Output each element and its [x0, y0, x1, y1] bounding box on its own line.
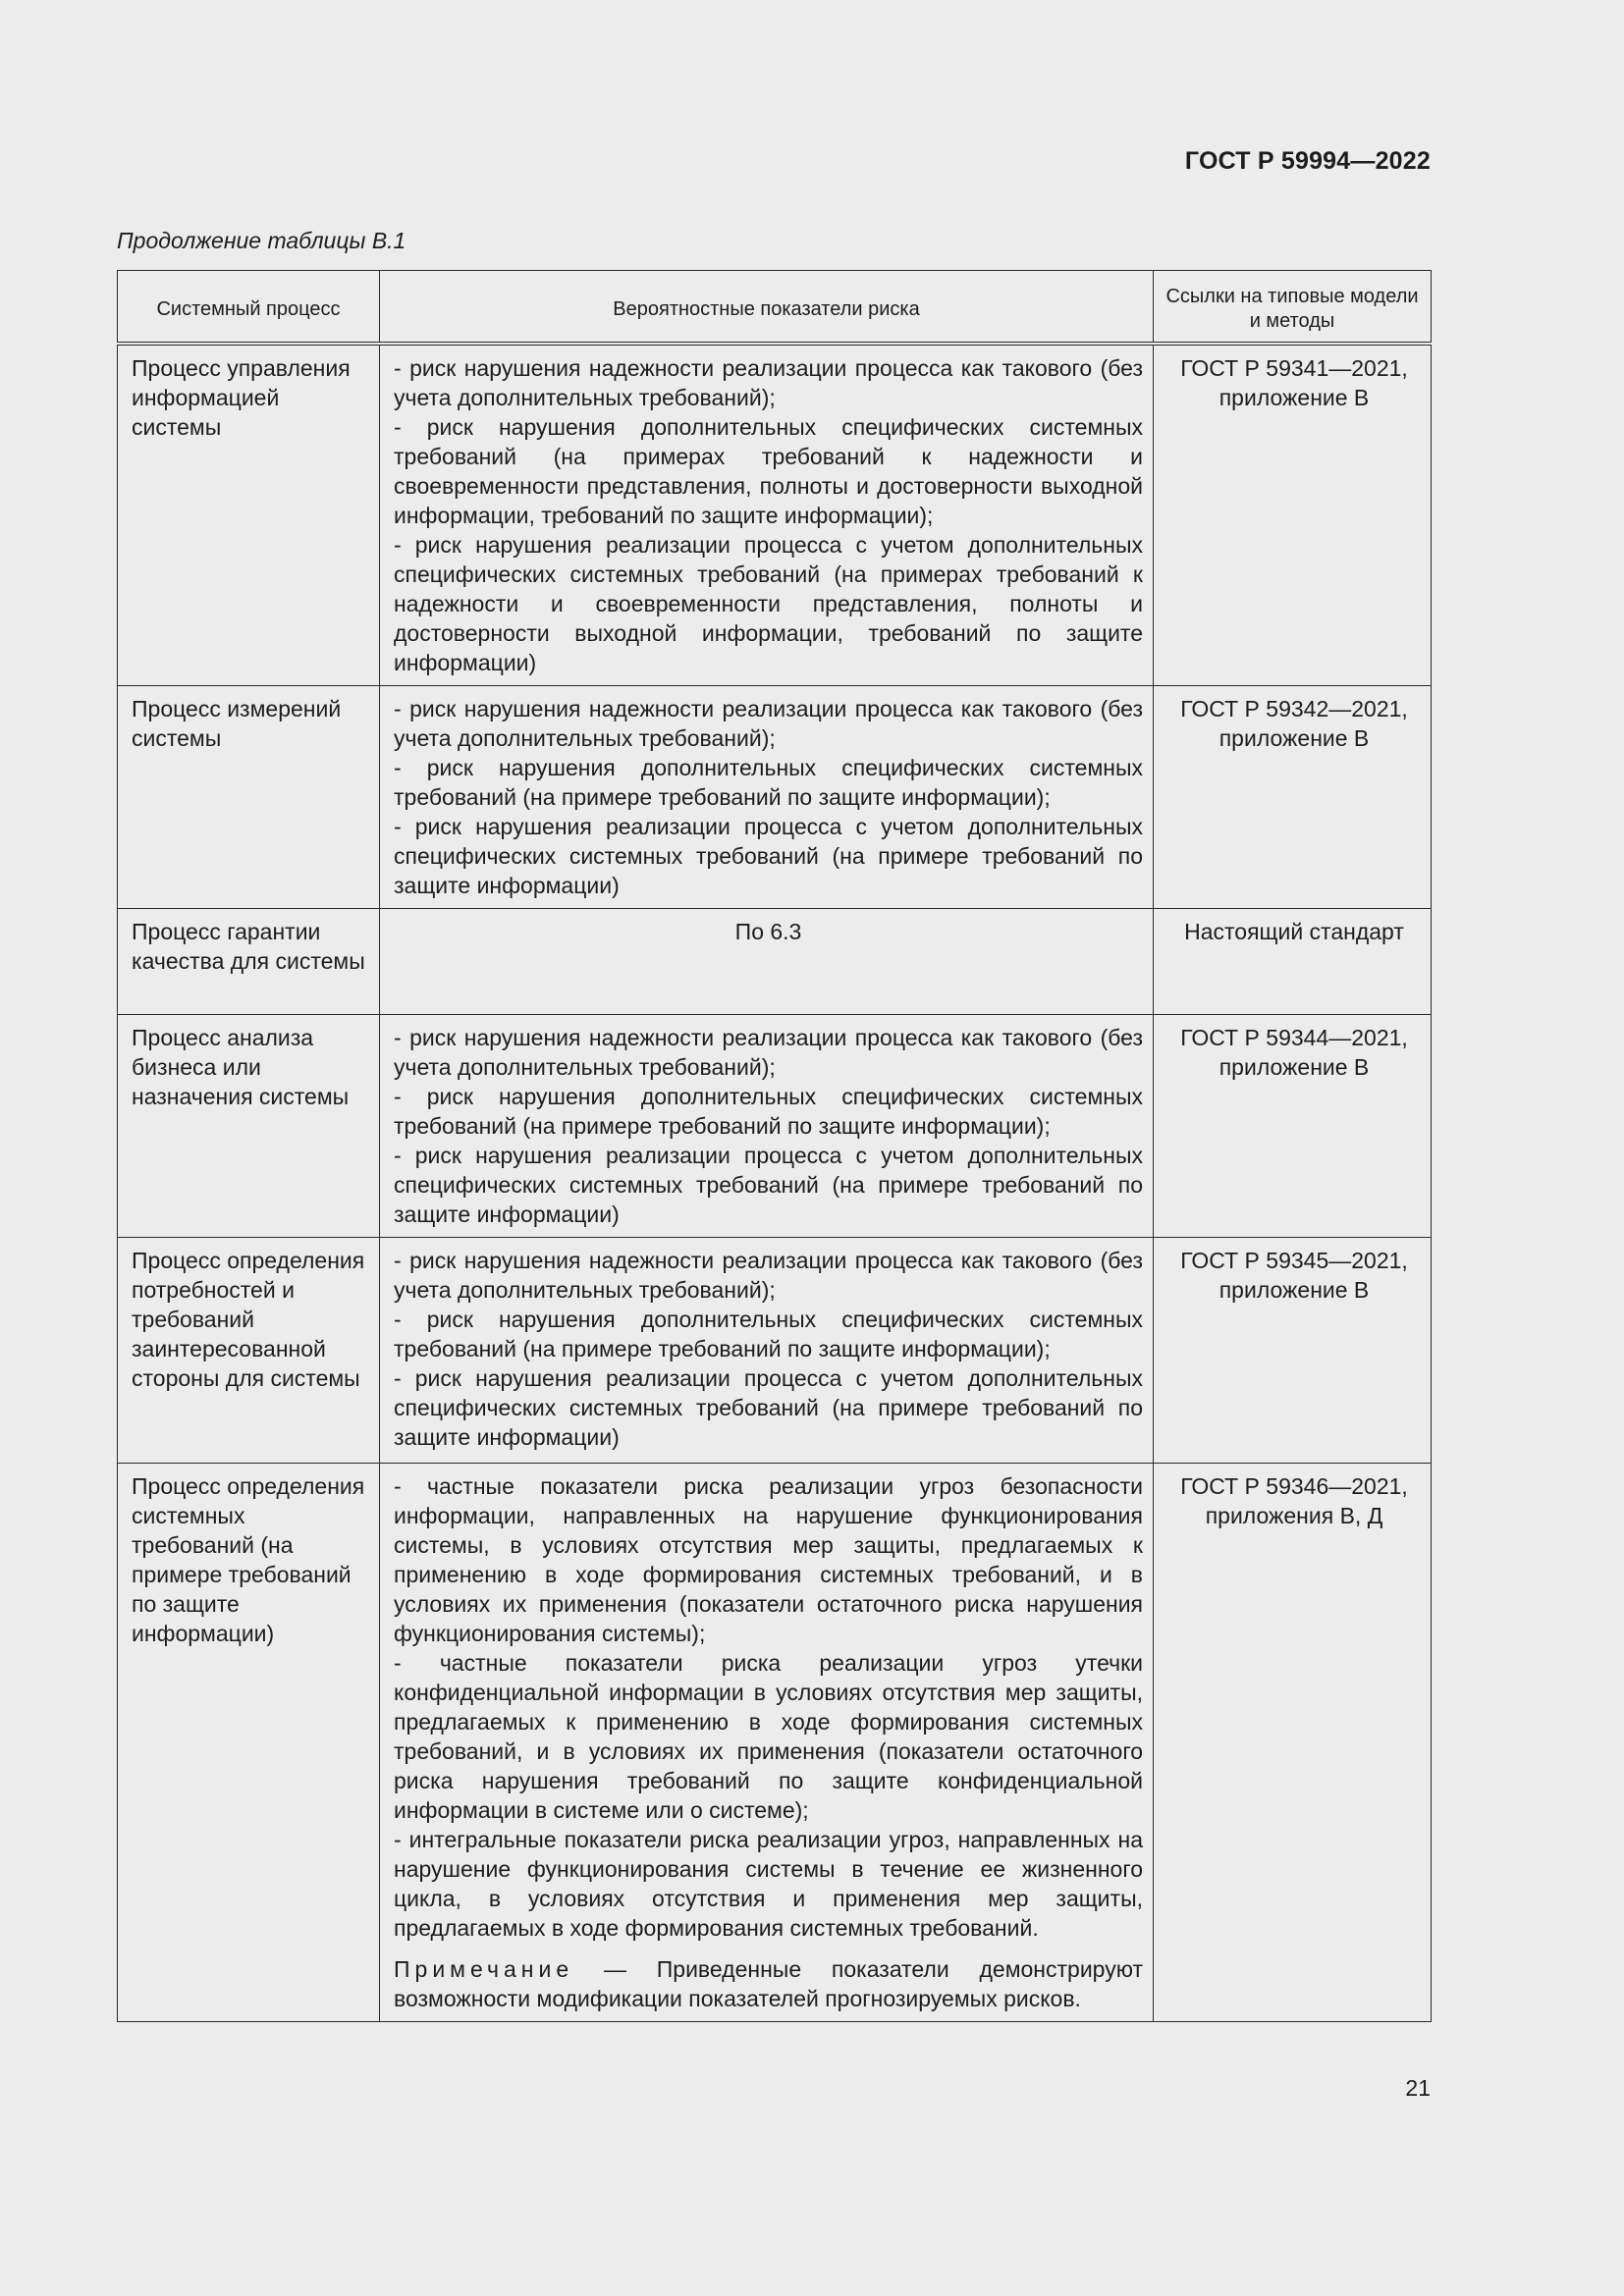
- process-cell: Процесс управления информацией системы: [118, 344, 380, 686]
- risk-indicators-table: [117, 270, 1432, 2022]
- process-cell: Процесс гарантии качества для системы: [118, 909, 380, 1015]
- indicators-cell: [380, 1015, 1154, 1238]
- indicators-cell: По 6.3: [380, 909, 1154, 1015]
- indicator-item: - риск нарушения реализации процесса с учетом дополнительных специфических системных требований (на примере требований по защите информации): [394, 1365, 1143, 1450]
- indicator-item: - риск нарушения надежности реализации процесса как такового (без учета дополнительных требований);: [394, 355, 1143, 410]
- note-label: Примечание: [394, 1956, 574, 1982]
- column-header-indicators: Вероятностные показатели риска: [380, 271, 1154, 345]
- indicators-cell: [380, 344, 1154, 686]
- table-row: [118, 344, 1432, 686]
- process-cell: Процесс определения потребностей и требований заинтересованной стороны для системы: [118, 1238, 380, 1464]
- indicator-item: - риск нарушения надежности реализации процесса как такового (без учета дополнительных требований);: [394, 1025, 1143, 1080]
- process-cell: Процесс анализа бизнеса или назначения системы: [118, 1015, 380, 1238]
- reference-cell: Настоящий стандарт: [1154, 909, 1432, 1015]
- table-row: [118, 1015, 1432, 1238]
- indicator-item: - риск нарушения дополнительных специфических системных требований (на примерах требований к надежности и своевременности представления, полноты и достоверности выходной информации, требований по защите информации);: [394, 414, 1143, 528]
- indicators-cell: [380, 1464, 1154, 2022]
- indicator-item: - риск нарушения надежности реализации процесса как такового (без учета дополнительных требований);: [394, 1248, 1143, 1303]
- indicator-item: - риск нарушения дополнительных специфических системных требований (на примере требований по защите информации);: [394, 1084, 1143, 1139]
- table-row: [118, 686, 1432, 909]
- note-text: — Приведенные показатели демонстрируют возможности модификации показателей прогнозируемых рисков.: [394, 1956, 1143, 2011]
- column-header-references: Ссылки на типовые модели и методы: [1154, 271, 1432, 345]
- table-row: [118, 909, 1432, 1015]
- document-id-header: ГОСТ Р 59994—2022: [1184, 147, 1431, 175]
- indicator-item: - риск нарушения реализации процесса с учетом дополнительных специфических системных требований (на примере требований по защите информации): [394, 1143, 1143, 1227]
- indicator-item: - риск нарушения надежности реализации процесса как такового (без учета дополнительных требований);: [394, 696, 1143, 751]
- indicator-item: - риск нарушения дополнительных специфических системных требований (на примере требований по защите информации);: [394, 755, 1143, 810]
- page-number: 21: [1405, 2075, 1431, 2101]
- table-row: [118, 1464, 1432, 2022]
- reference-cell: ГОСТ Р 59344—2021, приложение В: [1154, 1015, 1432, 1238]
- reference-cell: ГОСТ Р 59341—2021, приложение В: [1154, 344, 1432, 686]
- reference-cell: ГОСТ Р 59345—2021, приложение В: [1154, 1238, 1432, 1464]
- indicator-item: - риск нарушения реализации процесса с учетом дополнительных специфических системных требований (на примерах требований к надежности и своевременности представления, полноты и достоверности выходной информации, требований по защите информации): [394, 532, 1143, 675]
- indicator-item: - частные показатели риска реализации угроз безопасности информации, направленных на нарушение функционирования системы, в условиях отсутствия мер защиты, предлагаемых к применению в ходе формирования системных требований, и в условиях их применения (показатели остаточного риска нарушения функционирования системы);: [394, 1473, 1143, 1646]
- table-caption: Продолжение таблицы В.1: [117, 228, 406, 253]
- reference-cell: ГОСТ Р 59342—2021, приложение В: [1154, 686, 1432, 909]
- indicators-cell: [380, 1238, 1154, 1464]
- indicator-item: - интегральные показатели риска реализации угроз, направленных на нарушение функционирования системы в течение ее жизненного цикла, в условиях отсутствия и применения мер защиты, предлагаемых в ходе формирования системных требований.: [394, 1827, 1143, 1941]
- process-cell: Процесс определения системных требований (на примере требований по защите информации): [118, 1464, 380, 2022]
- indicators-cell: [380, 686, 1154, 909]
- table-header-row: [118, 271, 1432, 345]
- column-header-process: Системный процесс: [118, 271, 380, 345]
- table-note: [394, 1954, 1143, 2013]
- indicator-item: - риск нарушения дополнительных специфических системных требований (на примере требований по защите информации);: [394, 1307, 1143, 1362]
- indicator-item: - частные показатели риска реализации угроз утечки конфиденциальной информации в условиях отсутствия мер защиты, предлагаемых к применению в ходе формирования системных требований, и в условиях их применения (показатели остаточного риска нарушения требований по защите конфиденциальной информации в системе или о системе);: [394, 1650, 1143, 1823]
- reference-cell: ГОСТ Р 59346—2021, приложения В, Д: [1154, 1464, 1432, 2022]
- indicator-item: - риск нарушения реализации процесса с учетом дополнительных специфических системных требований (на примере требований по защите информации): [394, 814, 1143, 898]
- table-row: [118, 1238, 1432, 1464]
- process-cell: Процесс измерений системы: [118, 686, 380, 909]
